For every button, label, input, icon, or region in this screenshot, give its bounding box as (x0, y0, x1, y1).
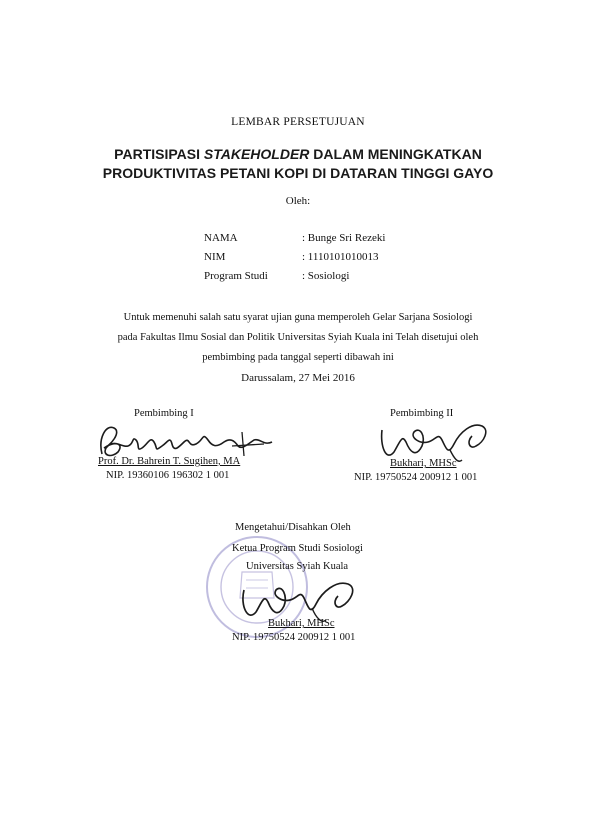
nim-value: : 1110101010013 (302, 251, 379, 263)
title-italic-part: STAKEHOLDER (203, 146, 310, 162)
approval-name: Bukhari, MHSc (268, 618, 335, 629)
supervisor1-nip: NIP. 19360106 196302 1 001 (106, 470, 230, 481)
approval-nip: NIP. 19750524 200912 1 001 (232, 632, 356, 643)
program-value: : Sosiologi (302, 270, 350, 282)
supervisor2-name: Bukhari, MHSc (390, 458, 457, 469)
thesis-title-line2: PRODUKTIVITAS PETANI KOPI DI DATARAN TINGGI GAYO (102, 165, 494, 181)
title-part: DALAM MENINGKATKAN (309, 146, 482, 162)
statement-line: pada Fakultas Ilmu Sosial dan Politik Universitas Syiah Kuala ini Telah disetujui oleh (117, 332, 479, 343)
supervisor1-name: Prof. Dr. Bahrein T. Sugihen, MA (98, 456, 241, 467)
name-label: NAMA (204, 232, 238, 244)
thesis-title-line1 (0, 146, 596, 162)
supervisor1-role: Pembimbing I (134, 408, 194, 419)
supervisor2-role: Pembimbing II (390, 408, 454, 419)
place-date: Darussalam, 27 Mei 2016 (241, 372, 355, 384)
supervisor2-nip: NIP. 19750524 200912 1 001 (354, 472, 478, 483)
name-value: : Bunge Sri Rezeki (302, 232, 386, 244)
approval-line1: Mengetahui/Disahkan Oleh (235, 522, 351, 533)
approval-line2: Ketua Program Studi Sosiologi (232, 543, 363, 554)
statement-line: Untuk memenuhi salah satu syarat ujian guna memperoleh Gelar Sarjana Sosiologi (123, 312, 473, 323)
nim-label: NIM (204, 251, 226, 263)
program-label: Program Studi (204, 270, 268, 282)
approval-line3: Universitas Syiah Kuala (246, 561, 349, 572)
title-part: PARTISIPASI (114, 146, 204, 162)
document-heading: LEMBAR PERSETUJUAN (231, 116, 365, 128)
statement-line: pembimbing pada tanggal seperti dibawah ini (202, 352, 394, 363)
by-label: Oleh: (285, 195, 311, 207)
